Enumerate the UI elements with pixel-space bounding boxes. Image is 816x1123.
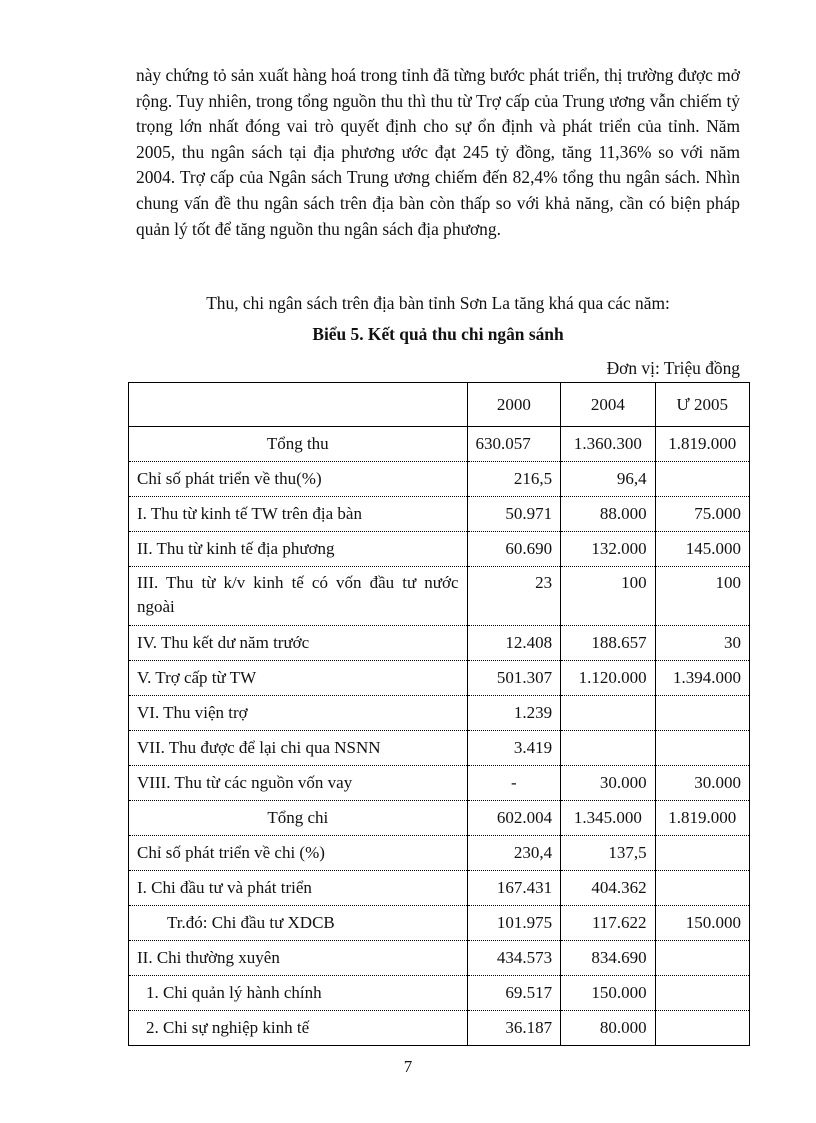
- row-label: II. Thu từ kinh tế địa phương: [129, 532, 468, 567]
- table-row: [129, 626, 750, 661]
- value-2000: 3.419: [467, 731, 561, 766]
- value-2004: 100: [561, 567, 655, 626]
- value-2004: 1.120.000: [561, 661, 655, 696]
- value-2000: 216,5: [467, 462, 561, 497]
- value-2004: 117.622: [561, 906, 655, 941]
- table-header-row: [129, 383, 750, 427]
- value-2005: [655, 976, 749, 1011]
- value-2004: [561, 696, 655, 731]
- value-2005: [655, 731, 749, 766]
- value-2005: [655, 462, 749, 497]
- value-2005: 145.000: [655, 532, 749, 567]
- value-2000: 60.690: [467, 532, 561, 567]
- body-paragraph: này chứng tỏ sản xuất hàng hoá trong tỉnh đã từng bước phát triển, thị trường được mở rộng. Tuy nhiên, trong tổng nguồn thu thì thu từ Trợ cấp của Trung ương vẫn chiếm tỷ trọng lớn nhất đóng vai trò quyết định cho sự ổn định và phát triển của tỉnh. Năm 2005, thu ngân sách tại địa phương ước đạt 245 tỷ đồng, tăng 11,36% so với năm 2004. Trợ cấp của Ngân sách Trung ương chiếm đến 82,4% tổng thu ngân sách. Nhìn chung vấn đề thu ngân sách trên địa bàn còn thấp so với khả năng, cần có biện pháp quản lý tốt để tăng nguồn thu ngân sách địa phương.: [136, 65, 740, 239]
- value-2005: [655, 871, 749, 906]
- value-2005: 1.819.000: [655, 427, 749, 462]
- budget-table: [128, 382, 750, 1046]
- table-row: [129, 731, 750, 766]
- table-row: [129, 661, 750, 696]
- value-2004: 1.345.000: [561, 801, 655, 836]
- row-label: V. Trợ cấp từ TW: [129, 661, 468, 696]
- header-cell-2005: Ư 2005: [655, 383, 749, 427]
- row-label: Chỉ số phát triển về chi (%): [129, 836, 468, 871]
- value-2005: [655, 1011, 749, 1046]
- value-2005: 30.000: [655, 766, 749, 801]
- row-label: Tổng thu: [129, 427, 468, 462]
- value-2000: 12.408: [467, 626, 561, 661]
- value-2000: 501.307: [467, 661, 561, 696]
- value-2005: 100: [655, 567, 749, 626]
- unit-label: Đơn vị: Triệu đồng: [606, 358, 740, 378]
- row-label: 2. Chi sự nghiệp kinh tế: [129, 1011, 468, 1046]
- value-2000: 69.517: [467, 976, 561, 1011]
- table-row: [129, 836, 750, 871]
- value-2000: 167.431: [467, 871, 561, 906]
- table-row: [129, 567, 750, 626]
- row-label: III. Thu từ k/v kinh tế có vốn đầu tư nước ngoài: [129, 567, 468, 626]
- value-2000: -: [467, 766, 561, 801]
- value-2004: 188.657: [561, 626, 655, 661]
- table-row: [129, 427, 750, 462]
- table-caption: Biểu 5. Kết quả thu chi ngân sánh: [312, 324, 564, 344]
- table-row: [129, 497, 750, 532]
- value-2004: 30.000: [561, 766, 655, 801]
- value-2004: 1.360.300: [561, 427, 655, 462]
- table-row: [129, 532, 750, 567]
- value-2004: 132.000: [561, 532, 655, 567]
- value-2004: 404.362: [561, 871, 655, 906]
- value-2005: 150.000: [655, 906, 749, 941]
- value-2005: 1.819.000: [655, 801, 749, 836]
- value-2005: [655, 941, 749, 976]
- row-label: I. Chi đầu tư và phát triển: [129, 871, 468, 906]
- value-2004: 834.690: [561, 941, 655, 976]
- value-2000: 36.187: [467, 1011, 561, 1046]
- value-2004: 137,5: [561, 836, 655, 871]
- header-cell-2000: 2000: [467, 383, 561, 427]
- row-label: VI. Thu viện trợ: [129, 696, 468, 731]
- table-row: [129, 871, 750, 906]
- value-2005: 75.000: [655, 497, 749, 532]
- value-2000: 101.975: [467, 906, 561, 941]
- table-row: [129, 766, 750, 801]
- value-2004: 150.000: [561, 976, 655, 1011]
- table-row: [129, 1011, 750, 1046]
- table-row: [129, 462, 750, 497]
- table-row: [129, 976, 750, 1011]
- value-2000: 434.573: [467, 941, 561, 976]
- value-2000: 602.004: [467, 801, 561, 836]
- value-2000: 23: [467, 567, 561, 626]
- row-label: VIII. Thu từ các nguồn vốn vay: [129, 766, 468, 801]
- value-2004: 96,4: [561, 462, 655, 497]
- table-row: [129, 696, 750, 731]
- row-label: 1. Chi quản lý hành chính: [129, 976, 468, 1011]
- header-cell-2004: 2004: [561, 383, 655, 427]
- table-row: [129, 906, 750, 941]
- table-row: [129, 801, 750, 836]
- row-label: Chỉ số phát triển về thu(%): [129, 462, 468, 497]
- table-intro-text: Thu, chi ngân sách trên địa bàn tỉnh Sơn La tăng khá qua các năm:: [206, 293, 670, 313]
- value-2000: 50.971: [467, 497, 561, 532]
- value-2005: [655, 836, 749, 871]
- value-2005: 1.394.000: [655, 661, 749, 696]
- value-2000: 1.239: [467, 696, 561, 731]
- value-2004: 88.000: [561, 497, 655, 532]
- value-2005: 30: [655, 626, 749, 661]
- row-label: Tr.đó: Chi đầu tư XDCB: [129, 906, 468, 941]
- row-label: I. Thu từ kinh tế TW trên địa bàn: [129, 497, 468, 532]
- row-label: Tổng chi: [129, 801, 468, 836]
- value-2005: [655, 696, 749, 731]
- value-2000: 630.057: [467, 427, 561, 462]
- value-2004: [561, 731, 655, 766]
- row-label: II. Chi thường xuyên: [129, 941, 468, 976]
- header-cell-label: [129, 383, 468, 427]
- page-number: 7: [403, 1057, 413, 1076]
- value-2004: 80.000: [561, 1011, 655, 1046]
- row-label: IV. Thu kết dư năm trước: [129, 626, 468, 661]
- row-label: VII. Thu được để lại chi qua NSNN: [129, 731, 468, 766]
- value-2000: 230,4: [467, 836, 561, 871]
- table-row: [129, 941, 750, 976]
